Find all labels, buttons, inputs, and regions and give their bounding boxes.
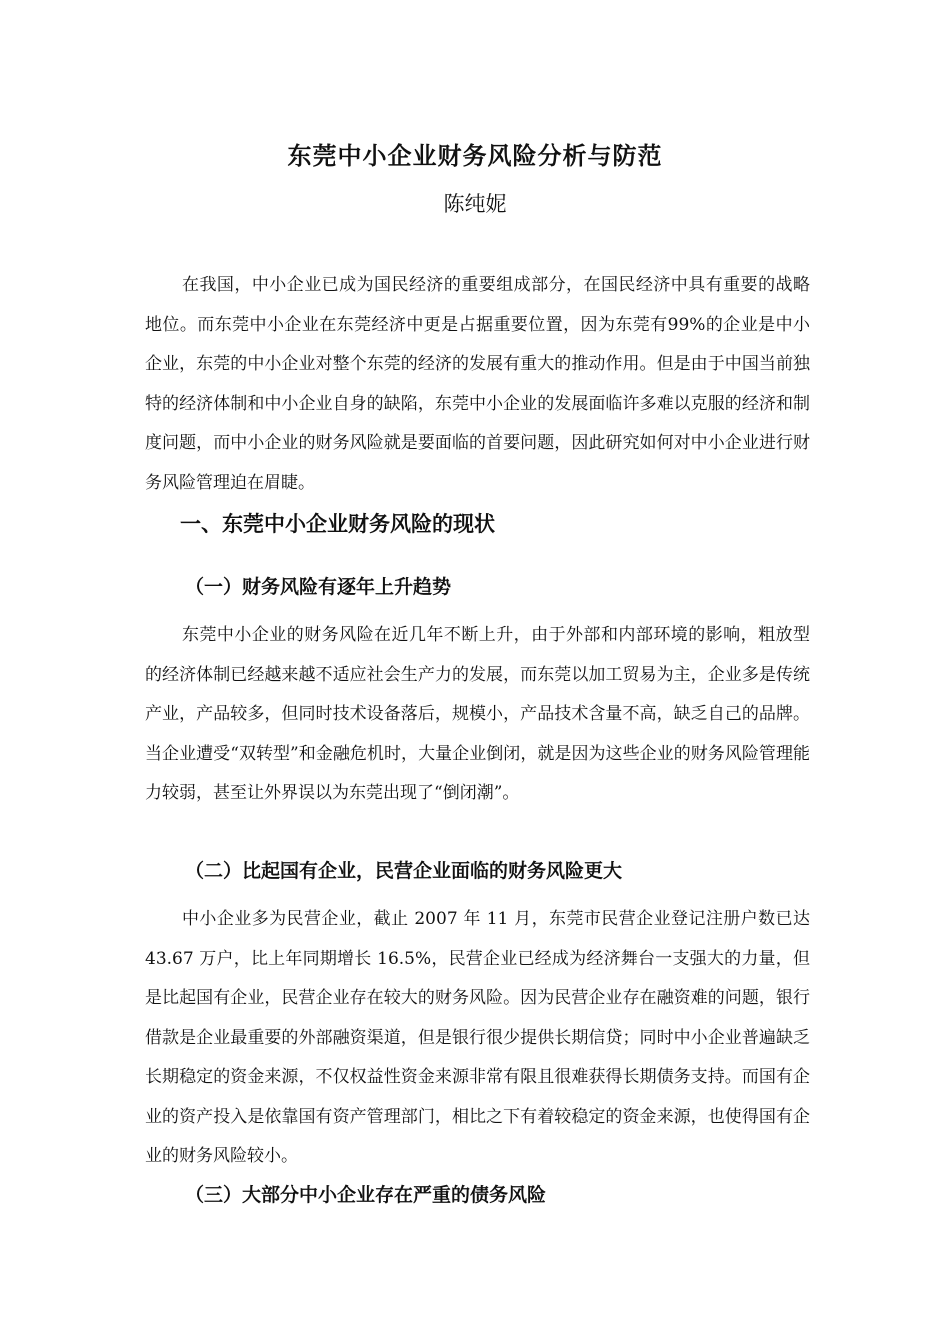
intro-paragraph: 在我国，中小企业已成为国民经济的重要组成部分，在国民经济中具有重要的战略地位。而东莞中小企业在东莞经济中更是占据重要位置，因为东莞有99%的企业是中小企业，东莞的中小企业对整个东莞的经济的发展有重大的推动作用。但是由于中国当前独特的经济体制和中小企业自身的缺陷，东莞中小企业的发展面临许多难以克服的经济和制度问题，而中小企业的财务风险就是要面临的首要问题，因此研究如何对中小企业进行财务风险管理迫在眉睫。: [145, 275, 810, 493]
subsection-heading-2: （二）比起国有企业，民营企业面临的财务风险更大: [185, 860, 623, 882]
subsection-1-paragraph: 东莞中小企业的财务风险在近几年不断上升，由于外部和内部环境的影响，粗放型的经济体制已经越来越不适应社会生产力的发展，而东莞以加工贸易为主，企业多是传统产业，产品较多，但同时技术设备落后，规模小，产品技术含量不高，缺乏自己的品牌。当企业遭受“双转型”和金融危机时，大量企业倒闭，就是因为这些企业的财务风险管理能力较弱，甚至让外界误以为东莞出现了“倒闭潮”。: [145, 625, 810, 803]
subsection-heading-1: （一）财务风险有逐年上升趋势: [185, 576, 452, 598]
subsection-heading-3: （三）大部分中小企业存在严重的债务风险: [185, 1184, 547, 1206]
author-name: 陈纯妮: [443, 192, 507, 216]
document-title: 东莞中小企业财务风险分析与防范: [287, 141, 663, 170]
section-heading-1: 一、东莞中小企业财务风险的现状: [180, 511, 495, 536]
subsection-2-paragraph: 中小企业多为民营企业，截止 2007 年 11 月，东莞市民营企业登记注册户数已达 43.67 万户，比上年同期增长 16.5%，民营企业已经成为经济舞台一支强大的力量，但是比起国有企业，民营企业存在较大的财务风险。因为民营企业存在融资难的问题，银行借款是企业最重要的外部融资渠道，但是银行很少提供长期信贷；同时中小企业普遍缺乏长期稳定的资金来源，不仅权益性资金来源非常有限且很难获得长期债务支持。而国有企业的资产投入是依靠国有资产管理部门，相比之下有着较稳定的资金来源，也使得国有企业的财务风险较小。: [145, 909, 810, 1166]
